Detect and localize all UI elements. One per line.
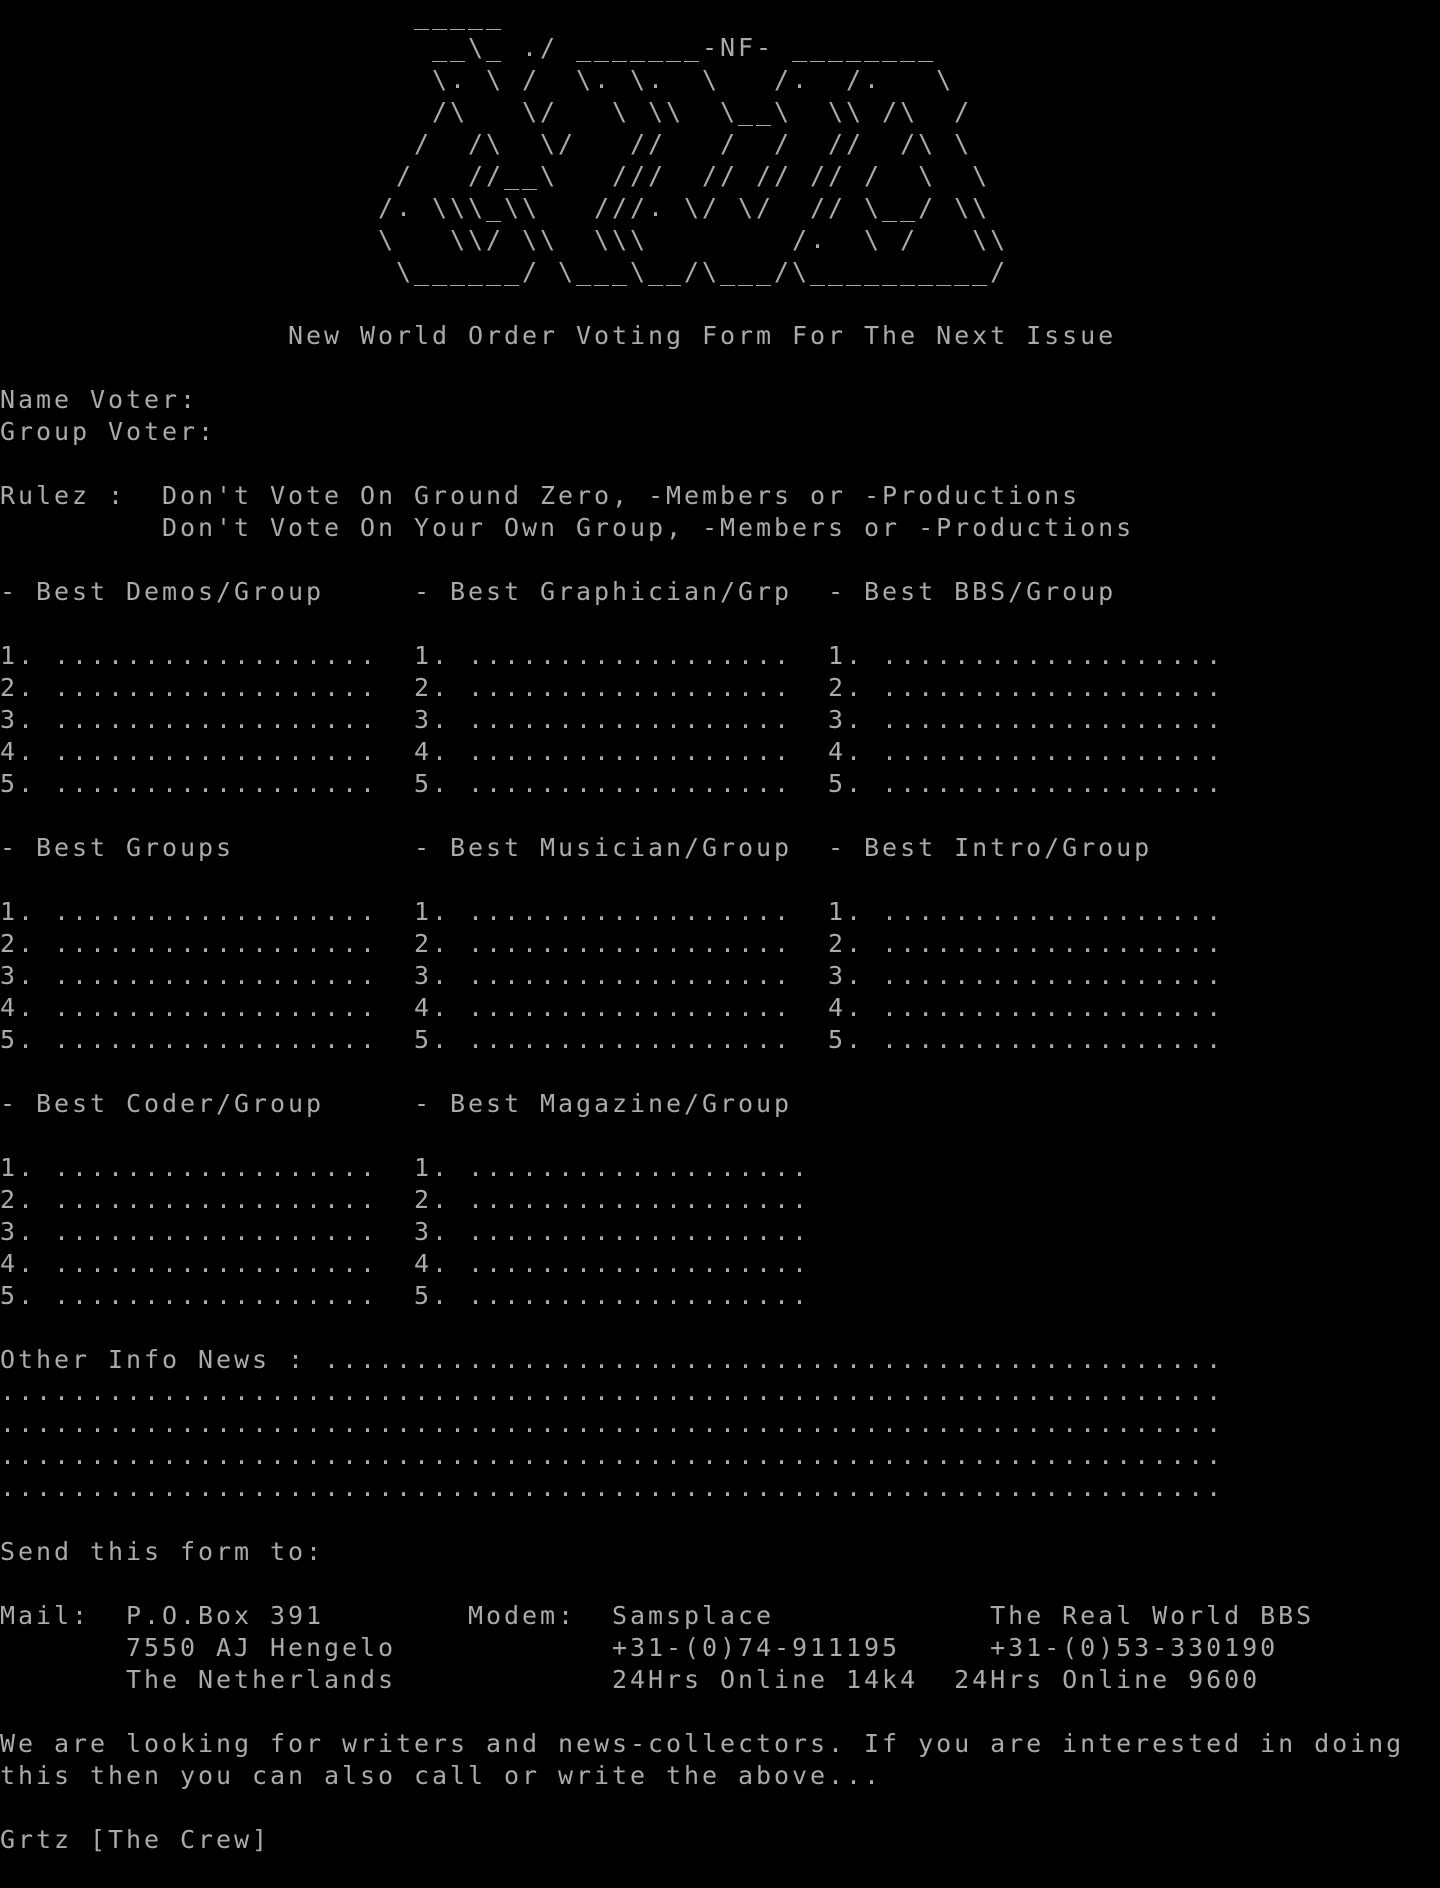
vote-slots-row: 4. .................. 4. .................. 4. ................... (0, 993, 1225, 1022)
vote-slots-row: 1. .................. 1. .................. 1. ................... (0, 641, 1225, 670)
ascii-logo-row-5: / //__\ /// // // // / \ \ (0, 161, 991, 190)
blank-row (0, 1792, 1440, 1824)
blank-row (0, 800, 1440, 832)
blank-row (0, 1856, 1440, 1888)
rulez-line-2: Don't Vote On Your Own Group, -Members or -Productions (0, 513, 1135, 542)
category-header-row-1: - Best Demos/Group - Best Graphician/Grp - Best BBS/Group (0, 577, 1117, 606)
rulez-line-1: Rulez : Don't Vote On Ground Zero, -Members or -Productions (0, 481, 1081, 510)
other-info-dots-row: .................................................................... (0, 1377, 1225, 1406)
page-title: New World Order Voting Form For The Next Issue (0, 321, 1117, 350)
vote-slots-row: 5. .................. 5. .................. 5. ................... (0, 1025, 1225, 1054)
category-header-row-2: - Best Groups - Best Musician/Group - Best Intro/Group (0, 833, 1153, 862)
blank-row (0, 1056, 1440, 1088)
blank-row (0, 608, 1440, 640)
blank-row (0, 1120, 1440, 1152)
vote-slots-row: 5. .................. 5. ................... (0, 1281, 811, 1310)
other-info-dots-row: .................................................................... (0, 1441, 1225, 1470)
blank-row (0, 1504, 1440, 1536)
send-form-label: Send this form to: (0, 1537, 325, 1566)
blank-row (0, 1312, 1440, 1344)
ascii-logo-row-0: _____ (0, 1, 505, 30)
ascii-logo-row-6: /. \\\_\\ ///. \/ \/ // \__/ \\ (0, 193, 991, 222)
name-voter-line: Name Voter: (0, 385, 199, 414)
blank-row (0, 352, 1440, 384)
blank-row (0, 544, 1440, 576)
vote-slots-row: 4. .................. 4. ................... (0, 1249, 811, 1278)
vote-slots-row: 3. .................. 3. ................... (0, 1217, 811, 1246)
vote-slots-row: 2. .................. 2. .................. 2. ................... (0, 929, 1225, 958)
ascii-logo-row-7: \ \\/ \\ \\\ /. \ / \\ (0, 225, 1009, 254)
ascii-logo-row-1: __\_ ./ _______-NF- ________ (0, 33, 937, 62)
blank-row (0, 864, 1440, 896)
blank-row (0, 288, 1440, 320)
vote-slots-row: 3. .................. 3. .................. 3. ................... (0, 705, 1225, 734)
category-header-row-3: - Best Coder/Group - Best Magazine/Group (0, 1089, 793, 1118)
vote-slots-row: 2. .................. 2. .................. 2. ................... (0, 673, 1225, 702)
blank-row (0, 448, 1440, 480)
vote-slots-row: 4. .................. 4. .................. 4. ................... (0, 737, 1225, 766)
vote-slots-row: 1. .................. 1. .................. 1. ................... (0, 897, 1225, 926)
contact-row-2: 7550 AJ Hengelo +31-(0)74-911195 +31-(0)53-330190 (0, 1633, 1279, 1662)
contact-row-3: The Netherlands 24Hrs Online 14k4 24Hrs Online 9600 (0, 1665, 1261, 1694)
vote-slots-row: 2. .................. 2. ................... (0, 1185, 811, 1214)
ascii-logo-row-4: / /\ \/ // / / // /\ \ (0, 129, 973, 158)
ascii-logo-row-2: \. \ / \. \. \ /. /. \ (0, 65, 955, 94)
vote-slots-row: 5. .................. 5. .................. 5. ................... (0, 769, 1225, 798)
recruitment-line-2: this then you can also call or write the above... (0, 1761, 883, 1790)
ascii-logo-row-3: /\ \/ \ \\ \__\ \\ /\ / (0, 97, 973, 126)
other-info-line: Other Info News : .................................................. (0, 1345, 1225, 1374)
other-info-dots-row: .................................................................... (0, 1409, 1225, 1438)
vote-slots-row: 3. .................. 3. .................. 3. ................... (0, 961, 1225, 990)
recruitment-line-1: We are looking for writers and news-collectors. If you are interested in doing (0, 1729, 1405, 1758)
blank-row (0, 1696, 1440, 1728)
contact-row-1: Mail: P.O.Box 391 Modem: Samsplace The Real World BBS (0, 1601, 1315, 1630)
group-voter-line: Group Voter: (0, 417, 217, 446)
greetings-line: Grtz [The Crew] (0, 1825, 271, 1854)
vote-slots-row: 1. .................. 1. ................... (0, 1153, 811, 1182)
blank-row (0, 1568, 1440, 1600)
other-info-dots-row: .................................................................... (0, 1473, 1225, 1502)
ascii-logo-row-8: \______/ \___\__/\___/\__________/ (0, 257, 1009, 286)
